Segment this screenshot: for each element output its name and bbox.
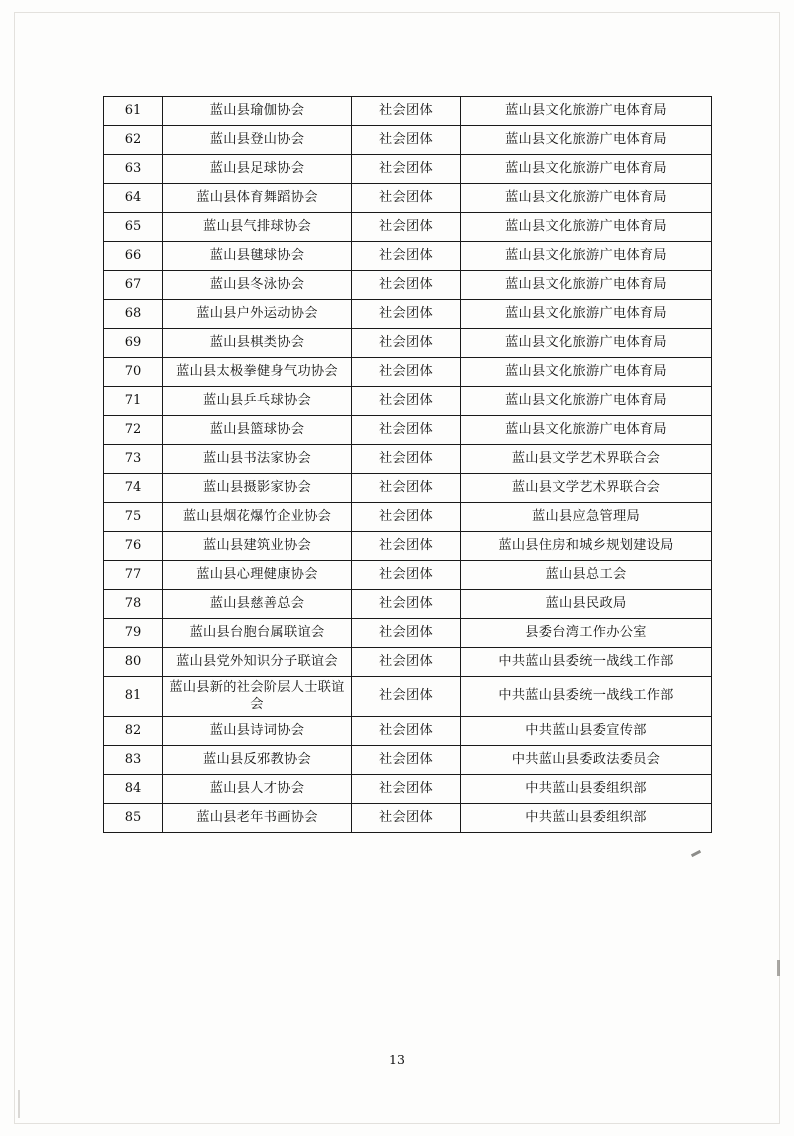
cell-supervising-department: 蓝山县文化旅游广电体育局 bbox=[461, 213, 712, 242]
cell-supervising-department: 蓝山县文化旅游广电体育局 bbox=[461, 416, 712, 445]
organization-table bbox=[103, 96, 712, 833]
cell-organization-name: 蓝山县太极拳健身气功协会 bbox=[163, 358, 352, 387]
cell-sequence-number: 79 bbox=[104, 619, 163, 648]
cell-sequence-number: 65 bbox=[104, 213, 163, 242]
cell-supervising-department: 蓝山县文学艺术界联合会 bbox=[461, 445, 712, 474]
table-row bbox=[104, 590, 712, 619]
cell-sequence-number: 72 bbox=[104, 416, 163, 445]
cell-organization-name: 蓝山县体育舞蹈协会 bbox=[163, 184, 352, 213]
cell-organization-name: 蓝山县书法家协会 bbox=[163, 445, 352, 474]
cell-organization-type: 社会团体 bbox=[352, 329, 461, 358]
cell-supervising-department: 蓝山县民政局 bbox=[461, 590, 712, 619]
cell-organization-type: 社会团体 bbox=[352, 503, 461, 532]
organization-table-container bbox=[103, 96, 691, 833]
table-row bbox=[104, 416, 712, 445]
table-row bbox=[104, 717, 712, 746]
cell-sequence-number: 76 bbox=[104, 532, 163, 561]
table-row bbox=[104, 155, 712, 184]
cell-organization-type: 社会团体 bbox=[352, 242, 461, 271]
cell-organization-name: 蓝山县冬泳协会 bbox=[163, 271, 352, 300]
cell-organization-type: 社会团体 bbox=[352, 184, 461, 213]
table-row bbox=[104, 775, 712, 804]
cell-organization-type: 社会团体 bbox=[352, 619, 461, 648]
cell-organization-name: 蓝山县台胞台属联谊会 bbox=[163, 619, 352, 648]
cell-organization-type: 社会团体 bbox=[352, 717, 461, 746]
table-row bbox=[104, 474, 712, 503]
cell-supervising-department: 蓝山县文化旅游广电体育局 bbox=[461, 126, 712, 155]
cell-sequence-number: 78 bbox=[104, 590, 163, 619]
table-row bbox=[104, 445, 712, 474]
cell-sequence-number: 75 bbox=[104, 503, 163, 532]
cell-organization-name: 蓝山县瑜伽协会 bbox=[163, 97, 352, 126]
page-number: 13 bbox=[389, 1052, 405, 1067]
cell-supervising-department: 蓝山县文化旅游广电体育局 bbox=[461, 155, 712, 184]
cell-supervising-department: 蓝山县文化旅游广电体育局 bbox=[461, 300, 712, 329]
cell-organization-type: 社会团体 bbox=[352, 387, 461, 416]
table-row bbox=[104, 804, 712, 833]
organization-table-body bbox=[104, 97, 712, 833]
cell-supervising-department: 中共蓝山县委统一战线工作部 bbox=[461, 677, 712, 717]
cell-supervising-department: 蓝山县文学艺术界联合会 bbox=[461, 474, 712, 503]
cell-supervising-department: 蓝山县文化旅游广电体育局 bbox=[461, 387, 712, 416]
cell-organization-name: 蓝山县心理健康协会 bbox=[163, 561, 352, 590]
cell-organization-name: 蓝山县人才协会 bbox=[163, 775, 352, 804]
cell-sequence-number: 66 bbox=[104, 242, 163, 271]
cell-sequence-number: 63 bbox=[104, 155, 163, 184]
cell-sequence-number: 67 bbox=[104, 271, 163, 300]
cell-organization-name: 蓝山县毽球协会 bbox=[163, 242, 352, 271]
cell-organization-name: 蓝山县烟花爆竹企业协会 bbox=[163, 503, 352, 532]
cell-organization-name: 蓝山县老年书画协会 bbox=[163, 804, 352, 833]
cell-supervising-department: 蓝山县总工会 bbox=[461, 561, 712, 590]
cell-sequence-number: 80 bbox=[104, 648, 163, 677]
cell-supervising-department: 蓝山县住房和城乡规划建设局 bbox=[461, 532, 712, 561]
cell-organization-name: 蓝山县户外运动协会 bbox=[163, 300, 352, 329]
cell-organization-type: 社会团体 bbox=[352, 416, 461, 445]
cell-supervising-department: 中共蓝山县委组织部 bbox=[461, 775, 712, 804]
table-row bbox=[104, 97, 712, 126]
cell-organization-type: 社会团体 bbox=[352, 474, 461, 503]
table-row bbox=[104, 677, 712, 717]
cell-organization-name: 蓝山县篮球协会 bbox=[163, 416, 352, 445]
cell-organization-type: 社会团体 bbox=[352, 804, 461, 833]
cell-sequence-number: 77 bbox=[104, 561, 163, 590]
table-row bbox=[104, 300, 712, 329]
table-row bbox=[104, 358, 712, 387]
cell-organization-type: 社会团体 bbox=[352, 97, 461, 126]
cell-organization-name: 蓝山县建筑业协会 bbox=[163, 532, 352, 561]
scan-artifact-edge bbox=[777, 960, 780, 976]
cell-organization-name: 蓝山县新的社会阶层人士联谊会 bbox=[163, 677, 352, 717]
cell-supervising-department: 蓝山县文化旅游广电体育局 bbox=[461, 242, 712, 271]
cell-organization-type: 社会团体 bbox=[352, 561, 461, 590]
table-row bbox=[104, 329, 712, 358]
cell-organization-name: 蓝山县摄影家协会 bbox=[163, 474, 352, 503]
cell-sequence-number: 85 bbox=[104, 804, 163, 833]
cell-supervising-department: 蓝山县文化旅游广电体育局 bbox=[461, 329, 712, 358]
table-row bbox=[104, 648, 712, 677]
cell-organization-type: 社会团体 bbox=[352, 648, 461, 677]
cell-organization-type: 社会团体 bbox=[352, 590, 461, 619]
cell-supervising-department: 蓝山县文化旅游广电体育局 bbox=[461, 271, 712, 300]
cell-supervising-department: 蓝山县文化旅游广电体育局 bbox=[461, 184, 712, 213]
cell-organization-type: 社会团体 bbox=[352, 126, 461, 155]
cell-sequence-number: 68 bbox=[104, 300, 163, 329]
table-row bbox=[104, 746, 712, 775]
cell-organization-type: 社会团体 bbox=[352, 271, 461, 300]
cell-sequence-number: 71 bbox=[104, 387, 163, 416]
table-row bbox=[104, 242, 712, 271]
cell-supervising-department: 中共蓝山县委统一战线工作部 bbox=[461, 648, 712, 677]
table-row bbox=[104, 532, 712, 561]
cell-organization-name: 蓝山县气排球协会 bbox=[163, 213, 352, 242]
cell-organization-type: 社会团体 bbox=[352, 775, 461, 804]
cell-sequence-number: 69 bbox=[104, 329, 163, 358]
cell-sequence-number: 70 bbox=[104, 358, 163, 387]
cell-supervising-department: 蓝山县文化旅游广电体育局 bbox=[461, 97, 712, 126]
cell-organization-name: 蓝山县慈善总会 bbox=[163, 590, 352, 619]
table-row bbox=[104, 213, 712, 242]
cell-sequence-number: 74 bbox=[104, 474, 163, 503]
cell-sequence-number: 84 bbox=[104, 775, 163, 804]
cell-organization-type: 社会团体 bbox=[352, 300, 461, 329]
cell-organization-type: 社会团体 bbox=[352, 677, 461, 717]
cell-organization-type: 社会团体 bbox=[352, 746, 461, 775]
cell-supervising-department: 县委台湾工作办公室 bbox=[461, 619, 712, 648]
table-row bbox=[104, 387, 712, 416]
cell-organization-name: 蓝山县党外知识分子联谊会 bbox=[163, 648, 352, 677]
table-row bbox=[104, 503, 712, 532]
cell-supervising-department: 蓝山县文化旅游广电体育局 bbox=[461, 358, 712, 387]
table-row bbox=[104, 561, 712, 590]
cell-supervising-department: 中共蓝山县委政法委员会 bbox=[461, 746, 712, 775]
cell-organization-type: 社会团体 bbox=[352, 445, 461, 474]
cell-sequence-number: 82 bbox=[104, 717, 163, 746]
table-row bbox=[104, 126, 712, 155]
cell-organization-type: 社会团体 bbox=[352, 213, 461, 242]
cell-supervising-department: 蓝山县应急管理局 bbox=[461, 503, 712, 532]
cell-organization-name: 蓝山县足球协会 bbox=[163, 155, 352, 184]
scan-artifact-mark bbox=[691, 850, 701, 857]
cell-organization-type: 社会团体 bbox=[352, 532, 461, 561]
cell-organization-name: 蓝山县反邪教协会 bbox=[163, 746, 352, 775]
scan-artifact-line bbox=[18, 1090, 20, 1118]
cell-organization-name: 蓝山县棋类协会 bbox=[163, 329, 352, 358]
cell-supervising-department: 中共蓝山县委组织部 bbox=[461, 804, 712, 833]
cell-organization-type: 社会团体 bbox=[352, 358, 461, 387]
cell-sequence-number: 62 bbox=[104, 126, 163, 155]
cell-organization-name: 蓝山县诗词协会 bbox=[163, 717, 352, 746]
cell-sequence-number: 61 bbox=[104, 97, 163, 126]
cell-sequence-number: 64 bbox=[104, 184, 163, 213]
cell-sequence-number: 73 bbox=[104, 445, 163, 474]
cell-organization-type: 社会团体 bbox=[352, 155, 461, 184]
cell-sequence-number: 83 bbox=[104, 746, 163, 775]
table-row bbox=[104, 271, 712, 300]
table-row bbox=[104, 184, 712, 213]
cell-supervising-department: 中共蓝山县委宣传部 bbox=[461, 717, 712, 746]
cell-organization-name: 蓝山县登山协会 bbox=[163, 126, 352, 155]
table-row bbox=[104, 619, 712, 648]
cell-organization-name: 蓝山县乒乓球协会 bbox=[163, 387, 352, 416]
cell-sequence-number: 81 bbox=[104, 677, 163, 717]
